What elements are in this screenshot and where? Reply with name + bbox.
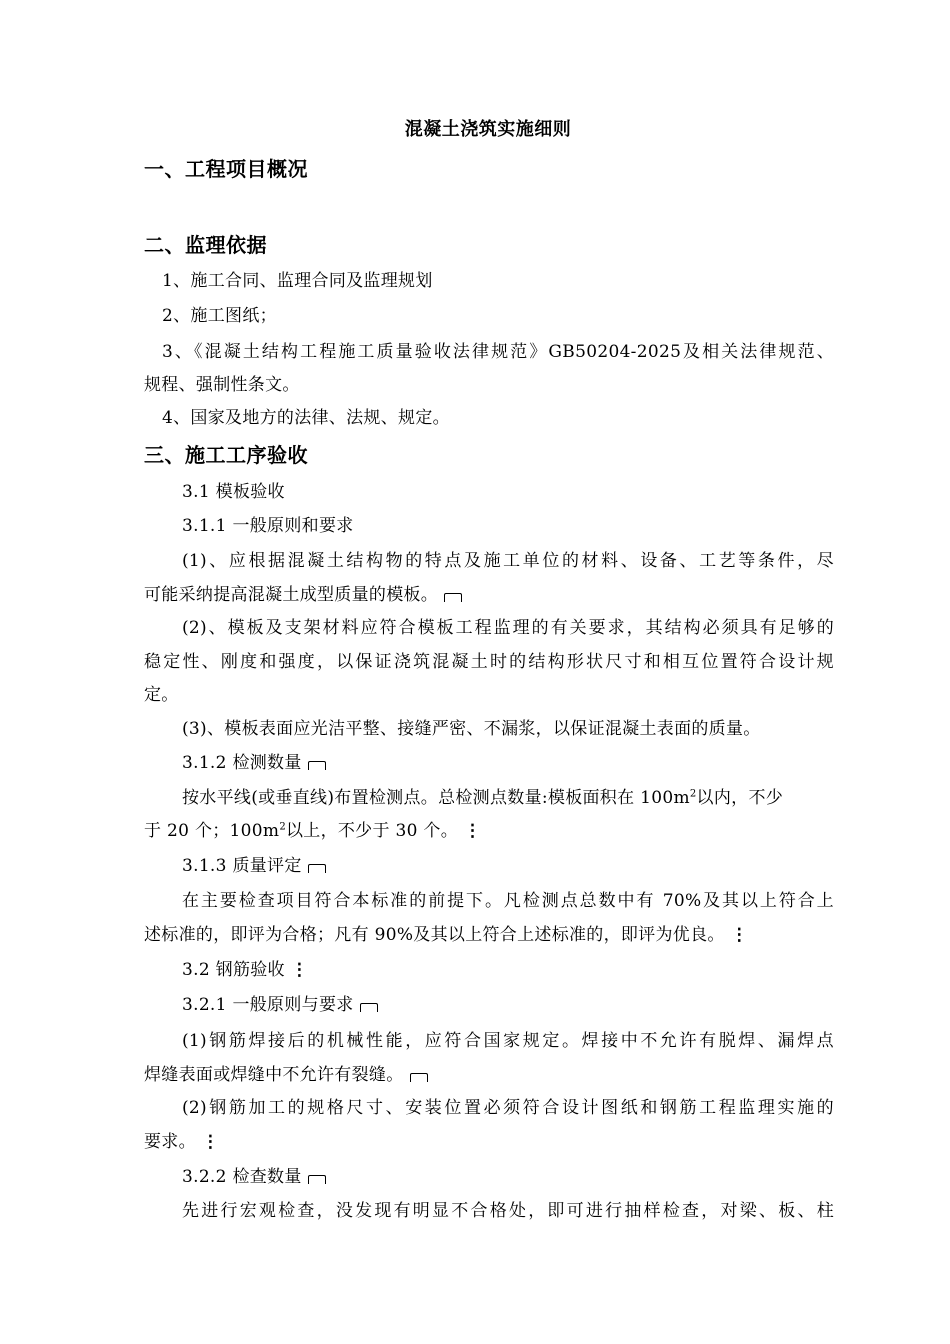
paragraph-5-line-1: 在主要检查项目符合本标准的前提下。凡检测点总数中有 70%及其以上符合上 [182,891,834,911]
vertical-dots-mark-icon: ⋮ [464,821,482,841]
section-heading-process-acceptance: 三、施工工序验收 [144,443,308,467]
paragraph-2-line-3: 定。 [144,685,179,705]
paragraph-1-line-1: (1)、应根据混凝土结构物的特点及施工单位的材料、设备、工艺等条件，尽 [182,551,834,571]
paragraph-6-line-1: (1)钢筋焊接后的机械性能，应符合国家规定。焊接中不允许有脱焊、漏焊点 [182,1031,834,1051]
vertical-dots-mark-icon: ⋮ [730,925,748,945]
superscript-2: 2 [689,788,697,800]
paragraph-2-line-2: 稳定性、刚度和强度，以保证浇筑混凝土时的结构形状尺寸和相互位置符合设计规 [144,652,834,672]
paragraph-1-line-2: 可能采纳提高混凝土成型质量的模板。 [144,584,462,606]
paragraph-8-line-1: 先进行宏观检查，没发现有明显不合格处，即可进行抽样检查，对梁、板、柱 [182,1201,834,1221]
section-heading-project-overview: 一、工程项目概况 [144,157,308,181]
superscript-2: 2 [279,821,286,833]
paragraph-5-line-2: 述标准的，即评为合格；凡有 90%及其以上符合上述标准的，即评为优良。 ⋮ [144,925,748,945]
paragraph-4-line-2: 于 20 个；$100m^2$以上，不少于 30 个。 ⋮ [144,821,482,841]
subsection-3-1: 3.1 模板验收 [182,482,285,502]
basis-item-1: 1、施工合同、监理合同及监理规划 [162,271,433,291]
paragraph-4-line-1: 按水平线(或垂直线)布置检测点。总检测点数量:模板面积在 $100m^2$以内，不少 [182,788,784,808]
paragraph-6-line-2: 焊缝表面或焊缝中不允许有裂缝。 [144,1064,428,1086]
vertical-dots-mark-icon: ⋮ [201,1132,220,1152]
paragraph-mark-icon [308,864,326,873]
paragraph-mark-icon [444,593,462,602]
paragraph-mark-icon [308,1175,326,1184]
paragraph-7-line-1: (2)钢筋加工的规格尺寸、安装位置必须符合设计图纸和钢筋工程监理实施的 [182,1098,834,1118]
paragraph-3-line-1: (3)、模板表面应光洁平整、接缝严密、不漏浆，以保证混凝土表面的质量。 [182,719,761,739]
basis-item-4: 4、国家及地方的法律、法规、规定。 [162,408,450,428]
paragraph-mark-icon [360,1003,378,1012]
subsection-3-1-2: 3.1.2 检测数量 [182,752,326,774]
subsection-3-1-1: 3.1.1 一般原则和要求 [182,516,354,536]
basis-item-2: 2、施工图纸； [162,306,277,326]
paragraph-mark-icon [410,1073,428,1082]
paragraph-mark-icon [308,761,326,770]
paragraph-7-line-2: 要求。 ⋮ [144,1132,220,1152]
paragraph-2-line-1: (2)、模板及支架材料应符合模板工程监理的有关要求，其结构必须具有足够的 [182,618,834,638]
subsection-3-2-2: 3.2.2 检查数量 [182,1166,326,1188]
basis-item-3: 3、《混凝土结构工程施工质量验收法律规范》GB50204-2025及相关法律规范、 [162,342,834,362]
basis-item-3-cont: 规程、强制性条文。 [144,375,300,395]
section-heading-supervision-basis: 二、监理依据 [144,233,267,257]
subsection-3-2: 3.2 钢筋验收 ⋮ [182,960,309,980]
subsection-3-1-3: 3.1.3 质量评定 [182,855,326,877]
document-title: 混凝土浇筑实施细则 [404,119,572,140]
vertical-dots-mark-icon: ⋮ [290,960,309,980]
subsection-3-2-1: 3.2.1 一般原则与要求 [182,994,378,1016]
